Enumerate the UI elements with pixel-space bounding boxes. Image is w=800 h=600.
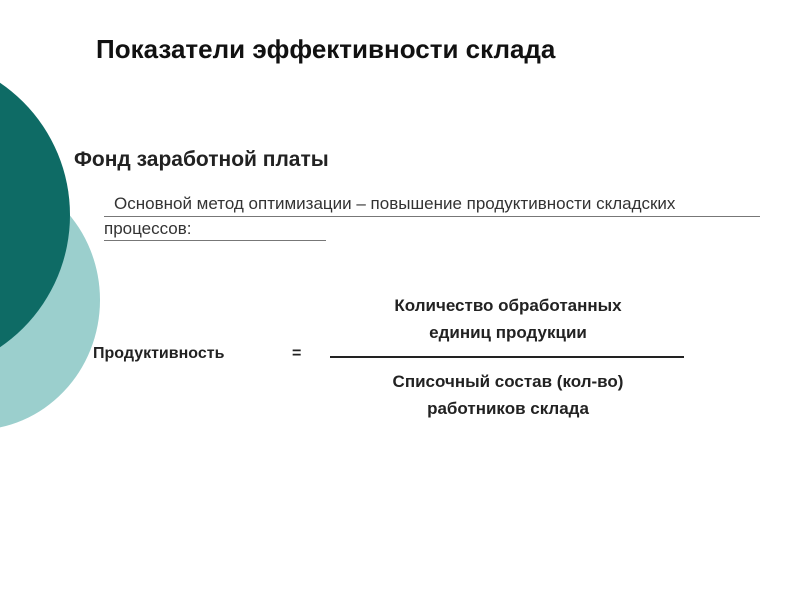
formula-numerator: [332, 292, 684, 346]
denominator-line-2: работников склада: [427, 399, 589, 418]
method-description: Основной метод оптимизации – повышение продуктивности складских процессов:: [104, 194, 676, 238]
underline-2: [104, 240, 326, 241]
section-subtitle: Фонд заработной платы: [74, 148, 329, 171]
underline-1: [104, 216, 760, 217]
formula-denominator: [332, 368, 684, 422]
denominator-line-1: Списочный состав (кол-во): [392, 372, 624, 391]
numerator-line-2: единиц продукции: [429, 323, 587, 342]
slide-title: Показатели эффективности склада: [96, 34, 556, 64]
fraction-bar: [330, 356, 684, 358]
numerator-line-1: Количество обработанных: [394, 296, 622, 315]
formula-equals-sign: =: [292, 345, 302, 362]
formula-label: Продуктивность: [93, 345, 225, 362]
